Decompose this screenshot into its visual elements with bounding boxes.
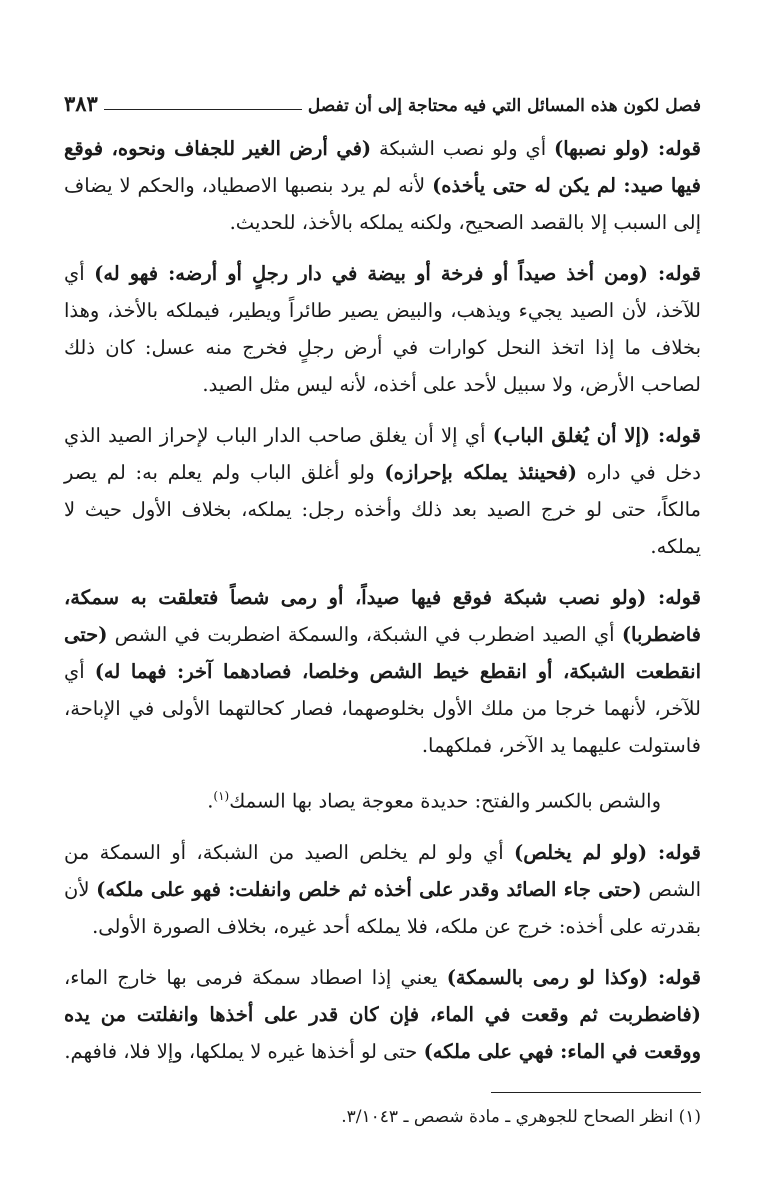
commentary-text: لأنه لم يرد بنصبها الاصطياد، والحكم لا يضاف إلى السبب إلا بالقصد الصحيح، ولكنه يملكه بالأخذ، للحديث. xyxy=(64,174,701,234)
quoted-text: (إلا أن يُغلق الباب) xyxy=(492,424,651,447)
commentary-text: ولو أغلق الباب ولم يعلم به: لم يصر مالكاً، حتى لو خرج الصيد بعد ذلك وأخذه رجل: يملكه، بخلاف الأول حيث لا يملكه. xyxy=(64,461,701,558)
quoted-text: (ولو نصبها) xyxy=(554,137,650,160)
paragraph xyxy=(64,417,701,565)
commentary-text: أي للآخر، لأنهما خرجا من ملك الأول بخلوصهما، فصار كحالتهما الأولى في الإباحة، فاستولت عليهما يد الآخر، فملكهما. xyxy=(64,660,701,757)
quoted-text: (وكذا لو رمى بالسمكة) xyxy=(446,965,649,989)
paragraph xyxy=(64,255,701,403)
main-text xyxy=(64,130,701,1070)
quoted-text: (حتى جاء الصائد وقدر على أخذه ثم خلص وانفلت: فهو على ملكه) xyxy=(96,877,642,901)
chapter-title: فصل لكون هذه المسائل التي فيه محتاجة إلى أن تفصل xyxy=(307,96,701,116)
paragraph-label: قوله: xyxy=(650,424,701,447)
paragraph xyxy=(64,130,701,241)
quoted-text: (في أرض الغير للجفاف ونحوه، فوقع فيها صيد: لم يكن له حتى يأخذه) xyxy=(64,137,701,197)
header-rule xyxy=(104,109,302,110)
commentary-text: حتى لو أخذها غيره لا يملكها، وإلا فلا، فافهم. xyxy=(64,1039,424,1063)
commentary-text: أي ولو نصب الشبكة xyxy=(371,137,555,160)
paragraph-label: قوله: xyxy=(648,965,701,989)
quoted-text: (حتى انقطعت الشبكة، أو انقطع خيط الشص وخلصا، فصادهما آخر: فهما له) xyxy=(64,623,701,683)
quoted-text: (فحينئذ يملكه بإحرازه) xyxy=(384,461,577,484)
quoted-text: (ولو لم يخلص) xyxy=(514,840,648,864)
paragraph xyxy=(64,959,701,1070)
paragraph-label: قوله: xyxy=(646,586,701,609)
commentary-text: . xyxy=(207,789,214,813)
paragraph-label: قوله: xyxy=(649,137,701,160)
commentary-text: يعني إذا اصطاد سمكة فرمى بها خارج الماء، xyxy=(64,965,447,989)
commentary-text: أي إلا أن يغلق صاحب الدار الباب لإحراز الصيد الذي دخل في داره xyxy=(64,424,701,484)
paragraph xyxy=(64,834,701,945)
quoted-text: (ولو نصب شبكة فوقع فيها صيداً، أو رمى شصاً فتعلقت به سمكة، فاضطربا) xyxy=(64,586,701,646)
paragraph-label: قوله: xyxy=(647,840,701,864)
commentary-text: أي الصيد اضطرب في الشبكة، والسمكة اضطربت في الشص xyxy=(107,623,622,646)
footnote: (١) انظر الصحاح للجوهري ـ مادة شصص ـ ٣/١٠٤٣. xyxy=(341,1106,701,1127)
commentary-text: والشص بالكسر والفتح: حديدة معوجة يصاد بها السمك xyxy=(229,789,661,813)
quoted-text: (فاضطربت ثم وقعت في الماء، فإن كان قدر على أخذها وانفلتت من يده ووقعت في الماء: فهي على ملكه) xyxy=(64,1002,701,1063)
quoted-text: (ومن أخذ صيداً أو فرخة أو بيضة في دار رجلٍ أو أرضه: فهو له) xyxy=(94,262,648,285)
commentary-text: أي ولو لم يخلص الصيد من الشبكة، أو السمكة من الشص xyxy=(64,840,701,901)
commentary-text: لأن بقدرته على أخذه: خرج عن ملكه، فلا يملكه أحد غيره، بخلاف الصورة الأولى. xyxy=(64,877,701,938)
paragraph xyxy=(64,579,701,764)
paragraph xyxy=(64,778,701,820)
paragraph-label: قوله: xyxy=(647,262,701,285)
running-header xyxy=(64,92,701,116)
footnote-ref: (١) xyxy=(213,789,230,803)
page-number: ٣٨٣ xyxy=(64,91,98,116)
commentary-text: أي للآخذ، لأن الصيد يجيء ويذهب، والبيض يصير طائراً ويطير، فيملكه بالأخذ، وهذا بخلاف ما إذا اتخذ النحل كوارات في أرض رجلٍ فخرج منه عسل: كان ذلك لصاحب الأرض، ولا سبيل لأحد على أخذه، لأنه ليس مثل الصيد. xyxy=(64,262,701,396)
footnote-separator xyxy=(491,1092,701,1093)
